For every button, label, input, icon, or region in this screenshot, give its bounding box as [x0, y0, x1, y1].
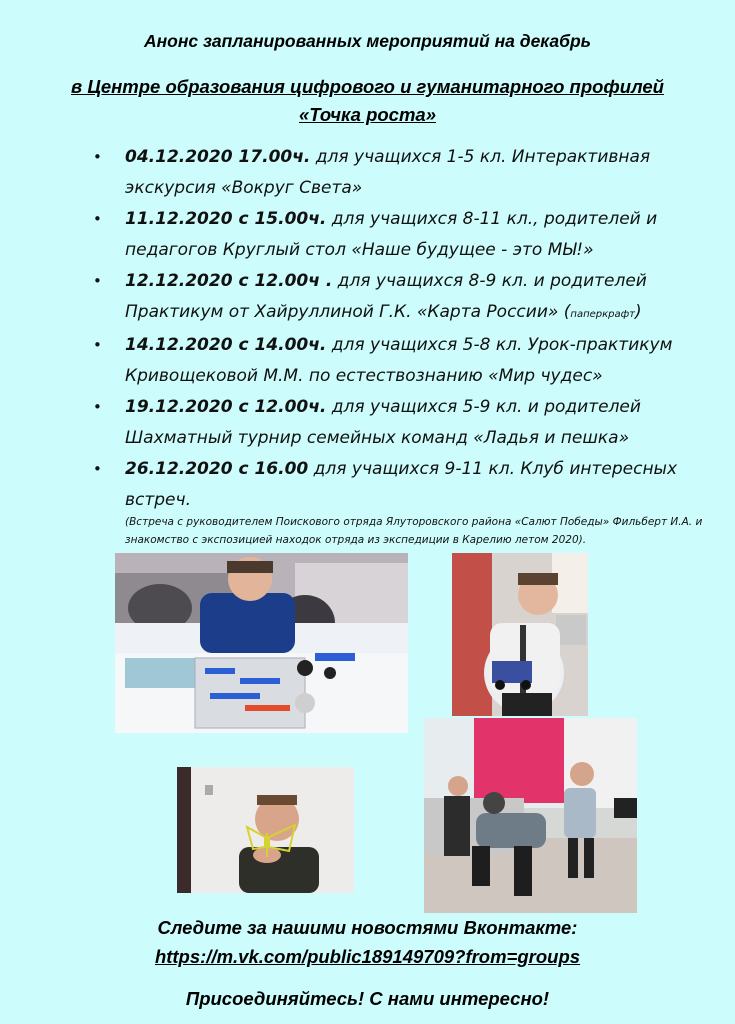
event-note: (Встреча с руководителем Поискового отряда Ялуторовского района «Салют Победы» Фильберт И.А. и знакомство с экспозицией находок отряда из экспедиции в Карелию летом 2020).	[125, 516, 703, 546]
bullet-icon: •	[93, 148, 102, 166]
event-date: 12.12.2020 с 12.00ч .	[125, 271, 333, 291]
photo-3d-butterfly	[177, 767, 354, 893]
center-name: в Центре образования цифрового и гуманитарного профилей	[71, 76, 664, 97]
event-list	[93, 142, 716, 549]
event-date: 14.12.2020 с 14.00ч.	[125, 335, 327, 355]
bullet-icon: •	[93, 460, 102, 478]
event-text: для учащихся 5-8 кл. Урок-практикум Кривощековой М.М. по естествознанию «Мир чудес»	[125, 335, 673, 386]
center-brand: «Точка роста»	[299, 104, 436, 125]
event-text: для учащихся 8-9 кл. и родителей Практикум от Хайруллиной Г.К. «Карта России» (	[125, 271, 647, 322]
list-item	[93, 142, 716, 204]
photo-vr-activity	[424, 718, 637, 913]
event-date: 04.12.2020 17.00ч.	[125, 147, 311, 167]
event-date: 26.12.2020 с 16.00	[125, 459, 309, 479]
photo-boy-robot	[452, 553, 588, 716]
join-us-text: Присоединяйтесь! С нами интересно!	[185, 988, 550, 1009]
event-text: для учащихся 5-9 кл. и родителей Шахматный турнир семейных команд «Ладья и пешка»	[125, 397, 641, 448]
event-date: 11.12.2020 с 15.00ч.	[125, 209, 327, 229]
follow-news-text: Следите за нашими новостями Вконтакте:	[157, 917, 578, 938]
list-item	[93, 454, 716, 549]
event-text: для учащихся 1-5 кл. Интерактивная экскурсия «Вокруг Света»	[125, 147, 651, 198]
event-date: 19.12.2020 с 12.00ч.	[125, 397, 327, 417]
vk-link[interactable]: https://m.vk.com/public189149709?from=groups	[154, 946, 581, 967]
bullet-icon: •	[93, 398, 102, 416]
announcement-title: Анонс запланированных мероприятий на декабрь	[143, 31, 592, 51]
photo-robotics-kit	[115, 553, 408, 733]
list-item	[93, 392, 716, 454]
list-item	[93, 204, 716, 266]
bullet-icon: •	[93, 336, 102, 354]
list-item	[93, 266, 716, 330]
event-text: для учащихся 8-11 кл., родителей и педагогов Круглый стол «Наше будущее - это МЫ!»	[125, 209, 658, 260]
bullet-icon: •	[93, 272, 102, 290]
event-text-end: )	[635, 302, 642, 322]
list-item	[93, 330, 716, 392]
event-text: для учащихся 9-11 кл. Клуб интересных встреч.	[125, 459, 678, 510]
bullet-icon: •	[93, 210, 102, 228]
event-text-small: паперкрафт	[570, 309, 636, 320]
